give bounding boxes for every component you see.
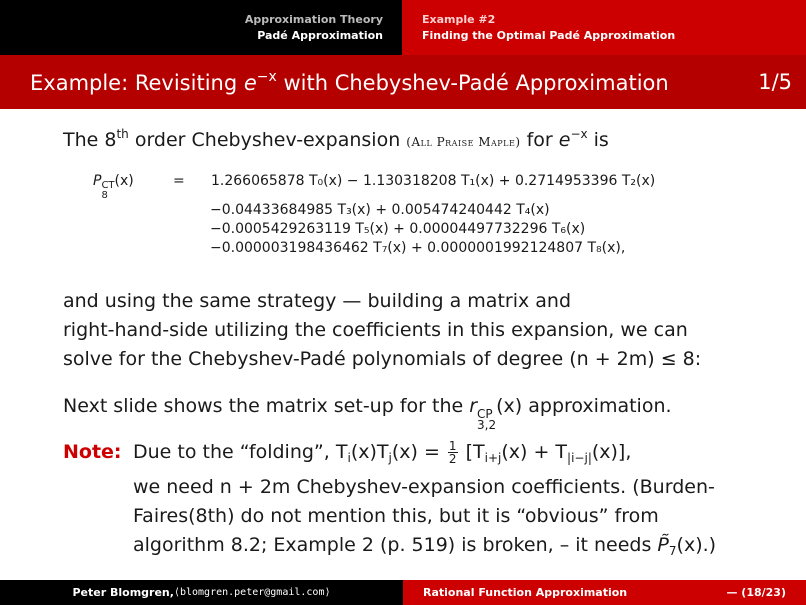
intro-text-a: The 8 [63,129,117,151]
intro-maple: (All Praise Maple) [406,135,521,149]
note-block [63,438,753,566]
navigation-header [0,0,806,55]
next-slide-text-b: (x) approximation. [496,395,672,417]
frame-counter: 1/5 [758,70,792,94]
lhs-p: P [93,173,102,189]
fraction-denominator: 2 [448,452,457,466]
note-line-4 [133,531,753,566]
note-l1-e: (x) + T [501,441,568,463]
equation-line-3: −0.0005429263119 T₅(x) + 0.00004497732296 T₆(x) [210,221,586,237]
lhs-sub: 8 [101,190,108,201]
intro-text-b: order Chebyshev-expansion [128,129,407,151]
intro-text-c: for [520,129,559,151]
equation-line-1: 1.266065878 T₀(x) − 1.130318208 T₁(x) + 0.2714953396 T₂(x) [211,173,656,189]
note-line-1 [133,438,753,473]
next-slide-text-a: Next slide shows the matrix set-up for the [63,395,470,417]
strategy-line-3: solve for the Chebyshev-Padé polynomials of degree (n + 2m) ≤ 8: [63,348,702,370]
note-line-2: we need n + 2m Chebyshev-expansion coefficients. (Burden- [133,476,715,498]
footer-author-name: Peter Blomgren, [72,586,174,599]
note-l1-b: (x)T [350,441,389,463]
footer-author [0,580,403,605]
strategy-paragraph [63,287,753,374]
section-link-pade-approximation[interactable]: Padé Approximation [257,28,383,42]
strategy-line-1: and using the same strategy — building a matrix and [63,290,572,312]
frame-title-bar [0,55,806,109]
title-exponent: −x [256,69,277,85]
note-l4-a: algorithm 8.2; Example 2 (p. 519) is broken, – it needs [133,534,658,556]
fraction-numerator: 1 [448,439,457,453]
title-e: e [243,71,257,95]
note-body [133,438,753,566]
subsection-link-example-2[interactable]: Example #2 [422,12,496,26]
next-slide-paragraph [63,392,753,431]
intro-e: e [558,129,571,151]
one-half-fraction [448,440,458,465]
subsection-link-finding-optimal[interactable]: Finding the Optimal Padé Approximation [422,28,676,42]
note-l1-c: (x) = [391,441,446,463]
chebyshev-expansion-equation [93,172,733,258]
footer-page-number: — (18/23) [726,586,786,599]
note-l1-f: (x)], [591,441,632,463]
intro-th: th [116,127,129,141]
intro-line [63,120,745,157]
note-l4-sub: 7 [668,544,677,558]
equals-sign: = [173,173,185,189]
intro-text-d: is [587,129,609,151]
note-l4-b: (x).) [676,534,717,556]
section-nav [0,0,402,55]
strategy-line-2: right-hand-side utilizing the coefficients in this expansion, we can [63,319,688,341]
footer-title-area [403,580,806,605]
note-l1-ipj: i+j [484,451,502,465]
title-suffix: with Chebyshev-Padé Approximation [276,71,669,95]
note-l4-p: P̃ [657,534,669,556]
lhs-sup: CT [101,180,115,191]
frame-title [30,69,669,95]
equation-line-4: −0.000003198436462 T₇(x) + 0.0000001992124807 T₈(x), [210,240,626,256]
footer [0,580,806,605]
next-slide-sup: CP [477,407,493,421]
note-label: Note: [63,441,122,463]
title-prefix: Example: Revisiting [30,71,244,95]
footer-short-title: Rational Function Approximation [423,586,628,599]
note-l1-imj: |i−j| [567,451,592,465]
intro-exponent: −x [570,127,588,141]
note-l1-d: [T [459,441,485,463]
note-l1-j: j [388,451,392,465]
lhs-arg: (x) [114,173,134,189]
note-l1-i: i [347,451,351,465]
subsection-nav [402,0,806,55]
note-line-3: Faires(8th) do not mention this, but it is “obvious” from [133,505,659,527]
next-slide-indices [477,409,496,431]
footer-email: ⟨blomgren.peter@gmail.com⟩ [173,587,331,598]
equation-lhs [93,172,165,201]
next-slide-r: r [469,395,478,417]
next-slide-sub: 3,2 [477,418,497,432]
equation-line-2: −0.04433684985 T₃(x) + 0.005474240442 T₄(x) [210,202,550,218]
section-link-approximation-theory[interactable]: Approximation Theory [244,12,383,26]
lhs-indices [101,181,114,201]
note-l1-a: Due to the “folding”, T [133,441,348,463]
